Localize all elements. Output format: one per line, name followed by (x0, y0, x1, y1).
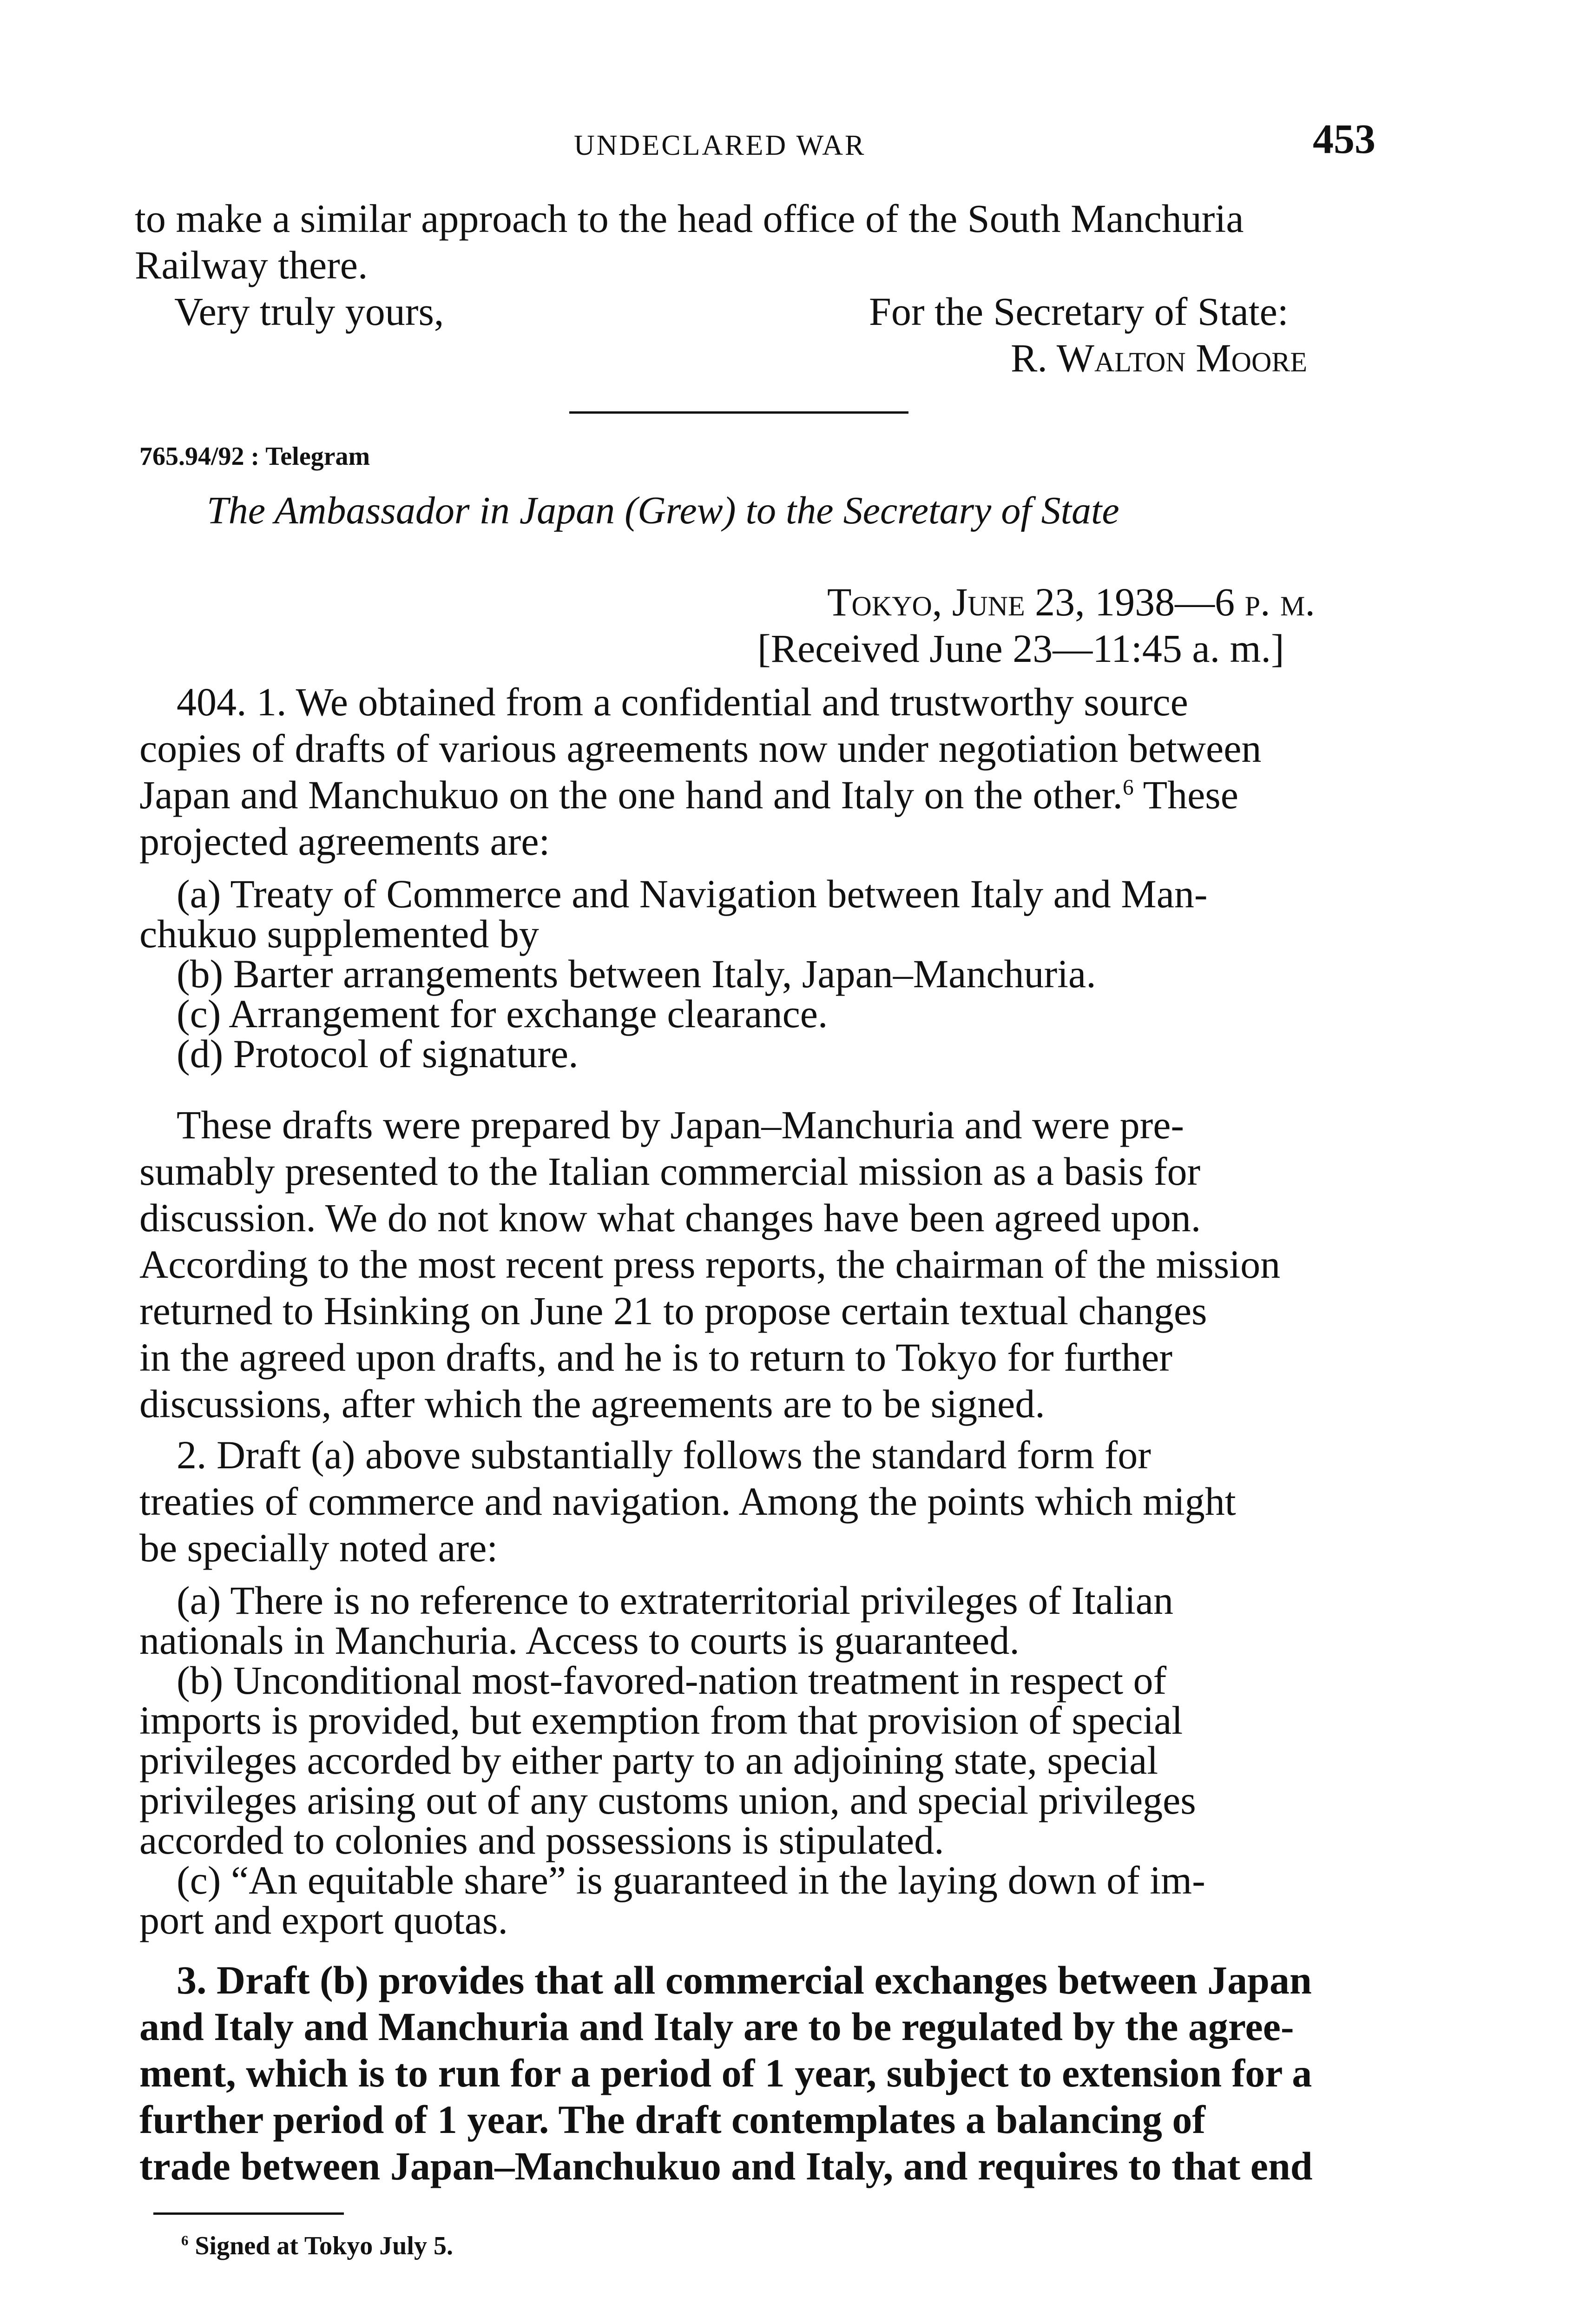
text-line: According to the most recent press reports, the chairman of the mission (139, 1242, 1281, 1287)
footnote (181, 2231, 453, 2261)
text-line: discussions, after which the agreements are to be signed. (139, 1381, 1045, 1426)
text-line: in the agreed upon drafts, and he is to return to Tokyo for further (139, 1335, 1172, 1380)
text-line: be specially noted are: (139, 1525, 498, 1570)
list-item: imports is provided, but exemption from that provision of special (139, 1698, 1183, 1743)
list-item: (a) Treaty of Commerce and Navigation between Italy and Man- (177, 872, 1208, 916)
paragraph-1 (139, 679, 1366, 865)
text-line (139, 772, 1366, 818)
text-line: copies of drafts of various agreements now under negotiation between (139, 726, 1262, 771)
noted-points-list (139, 1580, 1366, 1940)
letter-closing: Very truly yours, (174, 289, 444, 334)
text-line: projected agreements are: (139, 819, 550, 864)
footnote-marker: 6 (181, 2232, 189, 2249)
file-number: 765.94/92 : Telegram (139, 442, 370, 471)
list-item: (b) Barter arrangements between Italy, Japan–Manchuria. (177, 951, 1096, 996)
continuation-line-2: Railway there. (135, 243, 368, 287)
running-head: UNDECLARED WAR (574, 130, 866, 161)
text-fragment: Japan and Manchukuo on the one hand and Italy on the other. (139, 772, 1123, 817)
text-line: 404. 1. We obtained from a confidential and trustworthy source (177, 680, 1188, 724)
list-item: nationals in Manchuria. Access to courts is guaranteed. (139, 1618, 1020, 1663)
footnote-rule (153, 2212, 344, 2215)
text-line: 2. Draft (a) above substantially follows the standard form for (177, 1433, 1151, 1477)
list-item: port and export quotas. (139, 1898, 508, 1942)
text-line: trade between Japan–Manchukuo and Italy, and requires to that end (139, 2144, 1313, 2188)
text-line: ment, which is to run for a period of 1 year, subject to extension for a (139, 2051, 1312, 2095)
text-line: sumably presented to the Italian commercial mission as a basis for (139, 1149, 1201, 1194)
paragraph-2 (139, 1102, 1366, 1427)
signature-for: For the Secretary of State: (869, 289, 1289, 334)
agreements-list (139, 874, 1366, 1074)
footnote-text: Signed at Tokyo July 5. (188, 2232, 453, 2260)
paragraph-3 (139, 1432, 1366, 1571)
list-item: (a) There is no reference to extraterritorial privileges of Italian (177, 1578, 1173, 1623)
list-item: (b) Unconditional most-favored-nation treatment in respect of (177, 1658, 1167, 1703)
list-item: chukuo supplemented by (139, 911, 539, 956)
list-item: (c) “An equitable share” is guaranteed in the laying down of im- (177, 1858, 1205, 1902)
list-item: accorded to colonies and possessions is stipulated. (139, 1818, 944, 1862)
text-line: 3. Draft (b) provides that all commercial exchanges between Japan (177, 1958, 1312, 2002)
list-item: (d) Protocol of signature. (177, 1031, 579, 1076)
list-item: (c) Arrangement for exchange clearance. (177, 991, 828, 1036)
text-fragment: These (1133, 772, 1238, 817)
text-line: treaties of commerce and navigation. Among the points which might (139, 1479, 1236, 1524)
text-line: These drafts were prepared by Japan–Manchuria and were pre- (177, 1103, 1185, 1147)
text-line: further period of 1 year. The draft contemplates a balancing of (139, 2097, 1205, 2142)
signature-name: R. Walton Moore (1011, 336, 1307, 380)
text-line: returned to Hsinking on June 21 to propose certain textual changes (139, 1288, 1207, 1333)
continuation-line-1: to make a similar approach to the head office of the South Manchuria (135, 196, 1244, 241)
list-item: privileges arising out of any customs union, and special privileges (139, 1778, 1196, 1822)
text-line: discussion. We do not know what changes have been agreed upon. (139, 1195, 1201, 1240)
footnote-reference: 6 (1123, 775, 1134, 800)
section-divider (569, 411, 908, 414)
list-item: privileges accorded by either party to an adjoining state, special (139, 1738, 1158, 1783)
received-line: [Received June 23—11:45 a. m.] (757, 626, 1284, 671)
dateline: Tokyo, June 23, 1938—6 p. m. (827, 580, 1315, 624)
paragraph-4 (139, 1957, 1366, 2189)
document-title: The Ambassador in Japan (Grew) to the Secretary of State (207, 489, 1119, 532)
page-number: 453 (1313, 116, 1375, 162)
text-line: and Italy and Manchuria and Italy are to be regulated by the agree- (139, 2004, 1294, 2049)
